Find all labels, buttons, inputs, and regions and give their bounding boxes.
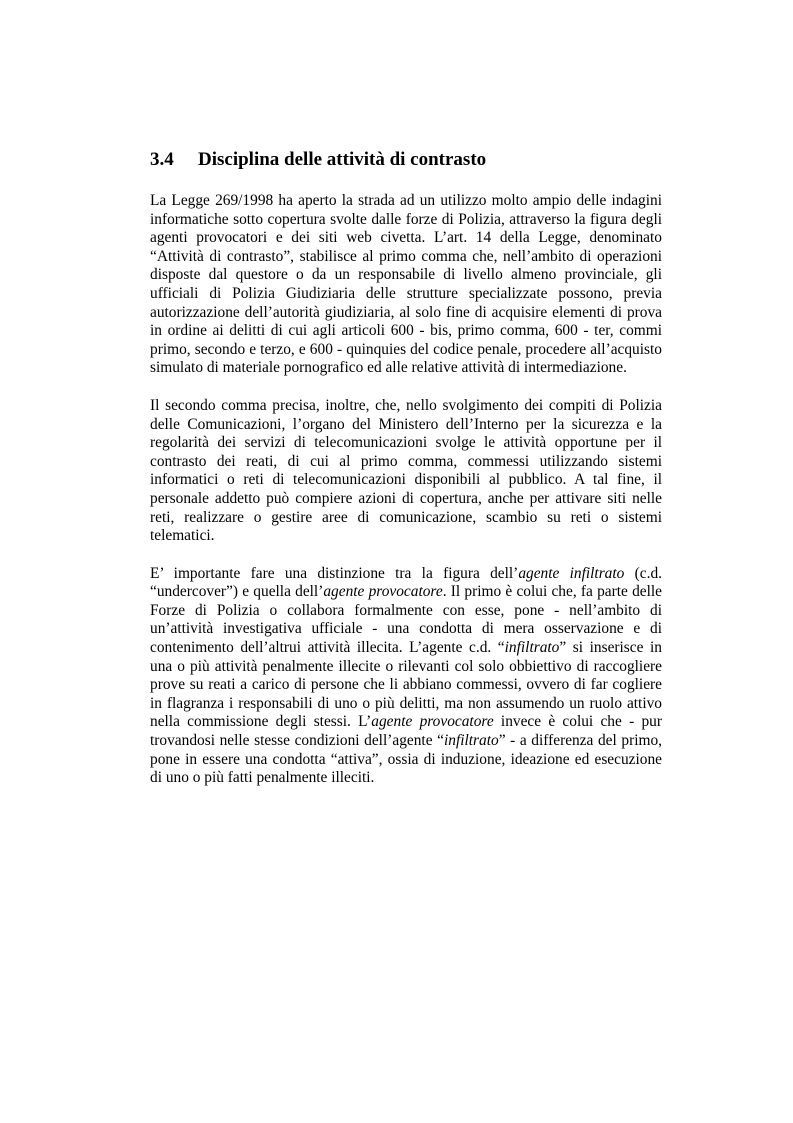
section-heading bbox=[150, 148, 662, 172]
italic-term: infiltrato bbox=[443, 732, 499, 750]
section-number: 3.4 bbox=[150, 149, 174, 170]
text-run: (c.d. “undercover”) e quella dell’ bbox=[150, 564, 662, 601]
text-run: ” si inserisce in una o più attività penalmente illecite o rilevanti col solo obbiettivo di raccogliere prove su reati a carico di persone che li abbiano commessi, ovvero di far cogliere in flagranza i responsabili di uno o più delitti, ma non assumendo un ruolo attivo nella commissione degli stessi. L’ bbox=[150, 639, 662, 731]
paragraph-1: La Legge 269/1998 ha aperto la strada ad un utilizzo molto ampio delle indagini informatiche sotto copertura svolte dalle forze di Polizia, attraverso la figura degli agenti provocatori e dei siti web civetta. L’art. 14 della Legge, denominato “Attività di contrasto”, stabilisce al primo comma che, nell’ambito di operazioni disposte dal questore o da un responsabile di livello almeno provinciale, gli ufficiali di Polizia Giudiziaria delle strutture specializzate possono, previa autorizzazione dell’autorità giudiziaria, al solo fine di acquisire elementi di prova in ordine ai delitti di cui agli articoli 600 - bis, primo comma, 600 - ter, commi primo, secondo e terzo, e 600 - quinquies del codice penale, procedere all’acquisto simulato di materiale pornografico ed alle relative attività di intermediazione. bbox=[150, 192, 662, 377]
text-run: . Il primo è colui che, fa parte delle Forze di Polizia o collabora formalmente con esse, pone - nell’ambito di un’attività investigativa ufficiale - una condotta di mera osservazione e di contenimento dell’altrui attività illecita. L’agente c.d. “ bbox=[150, 583, 662, 657]
italic-term: agente provocatore bbox=[323, 583, 443, 601]
text-run: ” - a differenza del primo, pone in essere una condotta “attiva”, ossia di induzione, ideazione ed esecuzione di uno o più fatti penalmente illeciti. bbox=[150, 732, 662, 787]
section-title: Disciplina delle attività di contrasto bbox=[198, 149, 487, 170]
italic-term: infiltrato bbox=[504, 639, 560, 657]
italic-term: agente infiltrato bbox=[518, 564, 625, 582]
paragraph-3 bbox=[150, 565, 662, 788]
text-run: E’ importante fare una distinzione tra la figura dell’ bbox=[150, 564, 519, 582]
text-run: invece è colui che - pur trovandosi nelle stesse condizioni dell’agente “ bbox=[150, 713, 662, 750]
document-page bbox=[150, 148, 662, 807]
paragraph-2: Il secondo comma precisa, inoltre, che, nello svolgimento dei compiti di Polizia delle Comunicazioni, l’organo del Ministero dell’Interno per la sicurezza e la regolarità dei servizi di telecomunicazioni svolge le attività opportune per il contrasto dei reati, di cui al primo comma, commessi utilizzando sistemi informatici o reti di telecomunicazioni disponibili al pubblico. A tal fine, il personale addetto può compiere azioni di copertura, anche per attivare siti nelle reti, realizzare o gestire aree di comunicazione, scambio su reti o sistemi telematici. bbox=[150, 396, 662, 545]
italic-term: agente provocatore bbox=[371, 713, 494, 731]
